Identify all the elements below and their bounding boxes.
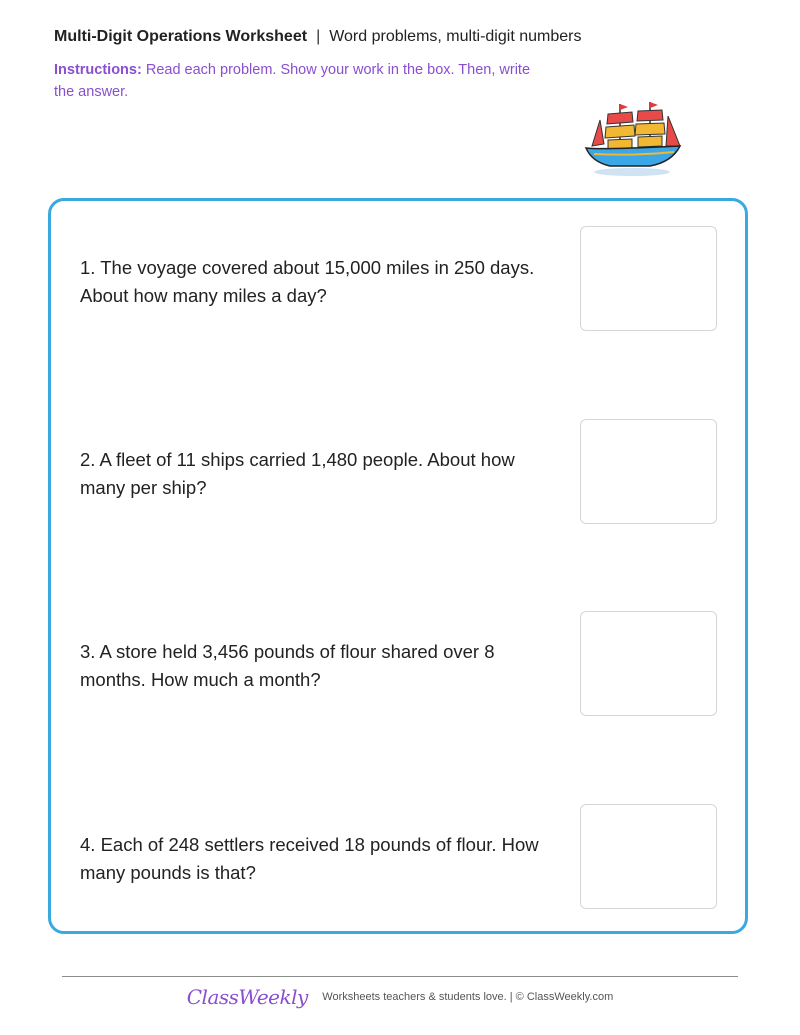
instructions-text: Read each problem. Show your work in the box. Then, write the answer. bbox=[54, 62, 531, 100]
header-separator: | bbox=[316, 28, 321, 45]
instructions bbox=[54, 59, 534, 103]
problem-1: 1. The voyage covered about 15,000 miles in 250 days. About how many miles a day? bbox=[80, 257, 535, 306]
sailing-ship-icon bbox=[580, 96, 690, 178]
problem-3: 3. A store held 3,456 pounds of flour shared over 8 months. How much a month? bbox=[80, 641, 495, 690]
brand-logo: ClassWeekly bbox=[186, 985, 308, 1009]
problem-4: 4. Each of 248 settlers received 18 pounds of flour. How many pounds is that? bbox=[80, 834, 539, 883]
answer-box-4[interactable] bbox=[580, 804, 717, 909]
footer-divider bbox=[62, 976, 738, 977]
footer bbox=[0, 985, 800, 1009]
instructions-label: Instructions: bbox=[54, 62, 142, 78]
worksheet-header bbox=[54, 28, 581, 46]
footer-tagline: Worksheets teachers & students love. | © ClassWeekly.com bbox=[322, 991, 614, 1003]
problem-2: 2. A fleet of 11 ships carried 1,480 people. About how many per ship? bbox=[80, 449, 515, 498]
worksheet-title: Multi-Digit Operations Worksheet bbox=[54, 28, 308, 45]
answer-box-3[interactable] bbox=[580, 611, 717, 716]
answer-box-2[interactable] bbox=[580, 419, 717, 524]
worksheet-subtitle: Word problems, multi-digit numbers bbox=[329, 28, 582, 45]
answer-box-1[interactable] bbox=[580, 226, 717, 331]
